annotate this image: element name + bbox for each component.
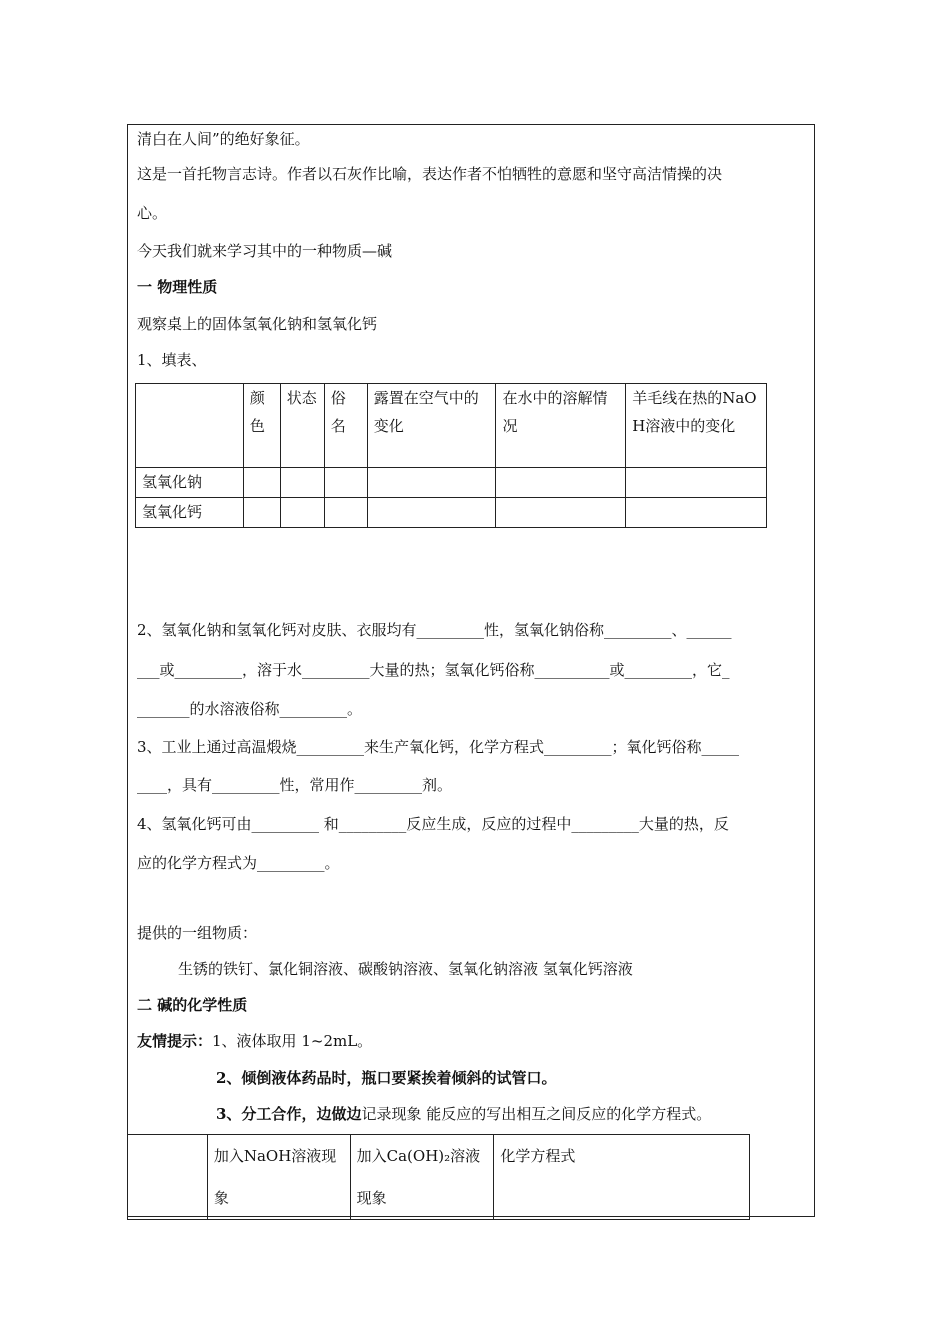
- table-header-cell: 化学方程式: [494, 1135, 750, 1220]
- table-row: [128, 1135, 750, 1220]
- question-3-line-1: 3、工业上通过高温煅烧_________来生产氧化钙，化学方程式_________；氧化钙俗称_____: [137, 738, 740, 756]
- table-row: [136, 468, 767, 498]
- table-cell[interactable]: [280, 468, 324, 498]
- table-header-cell: 状态: [280, 384, 324, 468]
- table-cell[interactable]: [243, 498, 280, 528]
- question-4-line-2: 应的化学方程式为_________。: [137, 854, 340, 872]
- intro-line-2: 这是一首托物言志诗。作者以石灰作比喻，表达作者不怕牺牲的意愿和坚守高洁情操的决: [137, 165, 723, 183]
- intro-line-4: 今天我们就来学习其中的一种物质—碱: [137, 242, 393, 260]
- question-2-line-3: _______的水溶液俗称_________。: [137, 700, 363, 718]
- tip-3-rest: 记录现象 能反应的写出相互之间反应的化学方程式。: [361, 1105, 712, 1123]
- section2-heading: 二 碱的化学性质: [137, 996, 248, 1014]
- question-3-line-2: ____，具有_________性，常用作_________剂。: [137, 776, 453, 794]
- table-cell[interactable]: [243, 468, 280, 498]
- table-cell[interactable]: [626, 468, 767, 498]
- tip-3-bold: 3、分工合作，边做边: [216, 1105, 362, 1123]
- table-header-cell: 加入Ca(OH)₂溶液现象: [350, 1135, 494, 1220]
- observe-text: 观察桌上的固体氢氧化钠和氢氧化钙: [137, 315, 378, 333]
- table-row: [136, 384, 767, 468]
- table-cell[interactable]: [324, 498, 367, 528]
- table-header-cell: 加入NaOH溶液现象: [207, 1135, 350, 1220]
- row-label: 氢氧化钠: [136, 468, 244, 498]
- table-header-cell: 羊毛线在热的NaOH溶液中的变化: [626, 384, 767, 468]
- table-cell[interactable]: [367, 468, 496, 498]
- properties-table: [135, 383, 767, 528]
- question-2-line-1: 2、氢氧化钠和氢氧化钙对皮肤、衣服均有_________性，氢氧化钠俗称_________、______: [137, 621, 732, 639]
- tip-1: 1、液体取用 1~2mL。: [212, 1032, 373, 1050]
- tip-label: 友情提示：: [137, 1032, 213, 1050]
- table-cell[interactable]: [496, 468, 626, 498]
- question-2-line-2: ___或_________，溶于水_________大量的热；氢氧化钙俗称__________或_________，它_: [137, 661, 730, 679]
- row-label: 氢氧化钙: [136, 498, 244, 528]
- intro-line-1: 清白在人间”的绝好象征。: [137, 130, 310, 148]
- table-cell[interactable]: [626, 498, 767, 528]
- table-header-cell: 颜色: [243, 384, 280, 468]
- table-header-cell: 露置在空气中的变化: [367, 384, 496, 468]
- tip-line-2: 2、倾倒液体药品时，瓶口要紧挨着倾斜的试管口。: [216, 1069, 557, 1087]
- materials-list: 生锈的铁钉、氯化铜溶液、碳酸钠溶液、氢氧化钠溶液 氢氧化钙溶液: [178, 960, 633, 978]
- table-row: [136, 498, 767, 528]
- table-header-cell: 俗名: [324, 384, 367, 468]
- tip-line-1: [137, 1031, 372, 1051]
- table-cell[interactable]: [496, 498, 626, 528]
- tip-line-3: [216, 1104, 711, 1124]
- intro-line-3: 心。: [137, 204, 168, 222]
- table-cell: [136, 384, 244, 468]
- fill-label: 1、填表、: [137, 351, 207, 369]
- section1-heading: 一 物理性质: [137, 278, 218, 296]
- table-header-cell: [128, 1135, 208, 1220]
- table-cell[interactable]: [280, 498, 324, 528]
- table-header-cell: 在水中的溶解情况: [496, 384, 626, 468]
- question-4-line-1: 4、氢氧化钙可由_________ 和_________反应生成，反应的过程中_________大量的热，反: [137, 815, 729, 833]
- materials-label: 提供的一组物质：: [137, 924, 258, 942]
- table-cell[interactable]: [367, 498, 496, 528]
- table-cell[interactable]: [324, 468, 367, 498]
- reaction-table: [127, 1134, 750, 1220]
